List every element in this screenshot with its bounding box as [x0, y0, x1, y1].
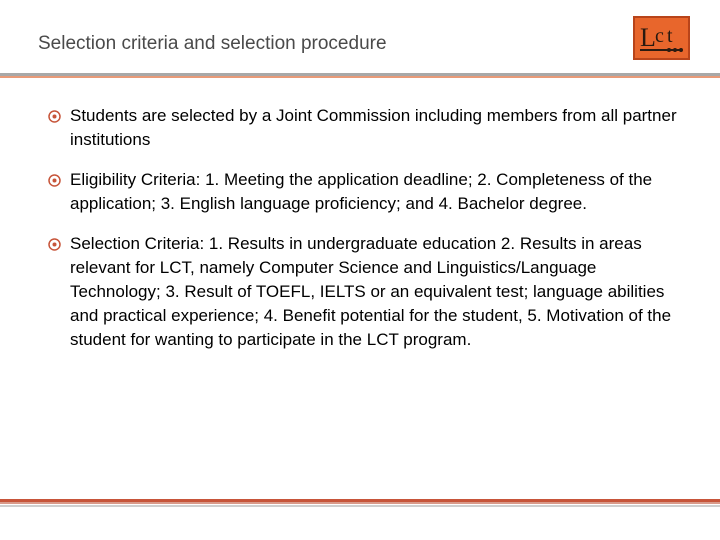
footer-divider	[0, 499, 720, 511]
target-bullet-icon	[48, 174, 61, 187]
bullet-text: Students are selected by a Joint Commission including members from all partner institutions	[70, 106, 677, 149]
bullet-text: Eligibility Criteria: 1. Meeting the application deadline; 2. Completeness of the application; 3. English language proficiency; and 4. Bachelor degree.	[70, 170, 653, 213]
bullet-item-selection-criteria	[48, 232, 688, 352]
svg-text:t: t	[667, 25, 673, 47]
bullet-text: Selection Criteria: 1. Results in undergraduate education 2. Results in areas relevant for LCT, namely Computer Science and Linguistics/Language Technology; 3. Result of TOEFL, IELTS or an equivalent test; language abilities and practical experience; 4. Benefit potential for the student, 5. Motivation of the student for wanting to participate in the LCT program.	[70, 234, 672, 349]
svg-text:L: L	[640, 23, 656, 52]
slide-title: Selection criteria and selection procedure	[38, 33, 387, 54]
header-divider	[0, 73, 720, 79]
svg-text:c: c	[655, 25, 664, 47]
bullet-item-joint-commission	[48, 104, 688, 152]
lct-logo	[633, 16, 690, 60]
lct-logo-icon	[635, 18, 688, 58]
target-bullet-icon	[48, 110, 61, 123]
bullet-item-eligibility-criteria	[48, 168, 688, 216]
bullet-list	[48, 104, 688, 368]
target-bullet-icon	[48, 238, 61, 251]
